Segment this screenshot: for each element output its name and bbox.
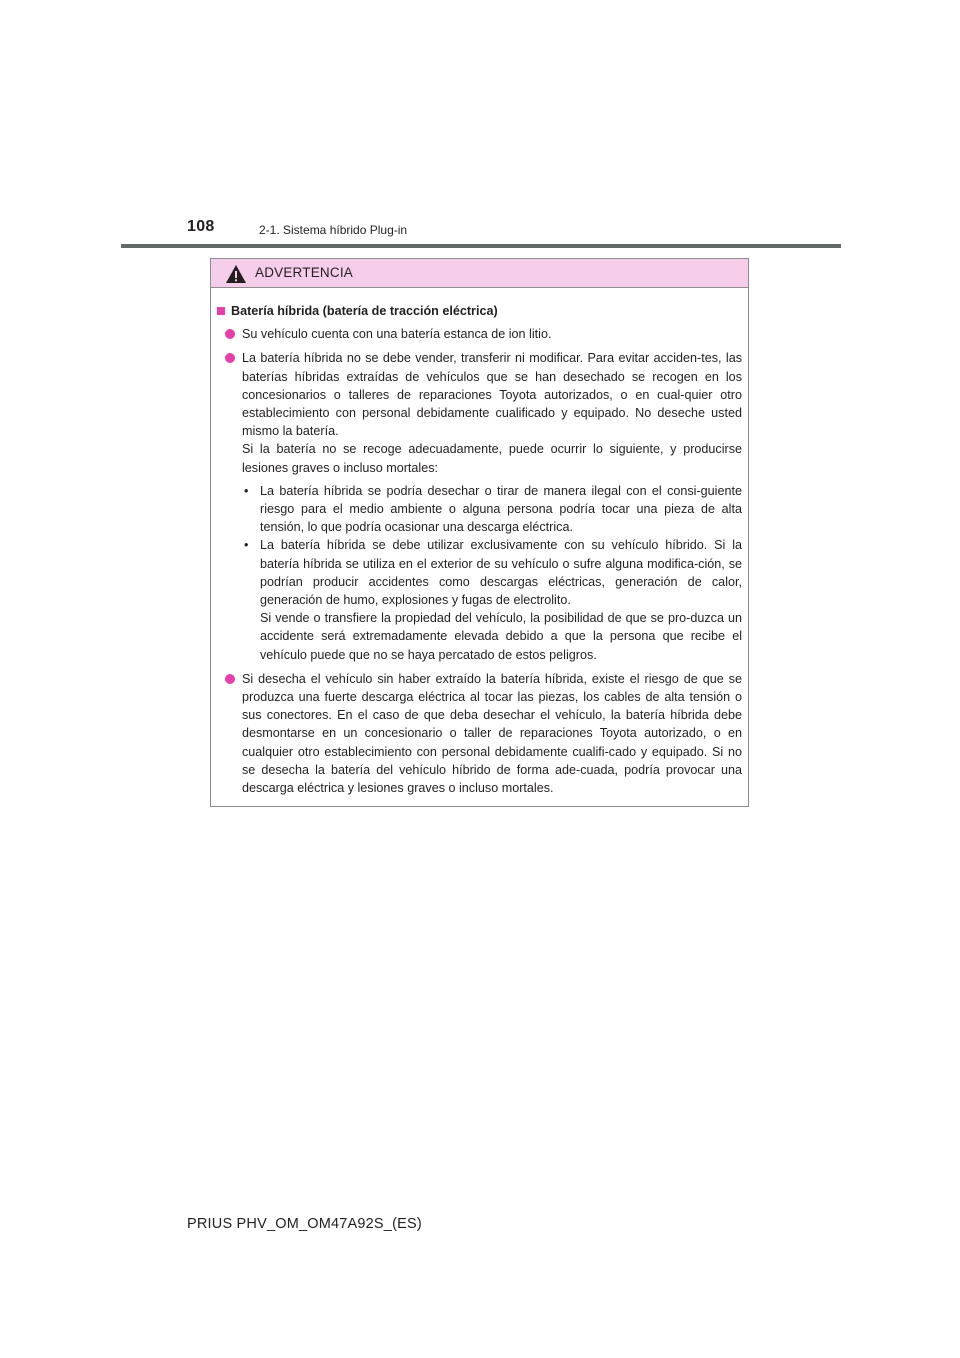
paragraph: Si vende o transfiere la propiedad del vehículo, la posibilidad de que se pro-duzca un accidente será extremadamente elevada debido a que la persona que recibe el vehículo puede que no se haya percatado de estos peligros. bbox=[260, 611, 742, 662]
paragraph: La batería híbrida se debe utilizar exclusivamente con su vehículo híbrido. Si la batería híbrida se utiliza en el exterior de su vehículo o sufre alguna modifica-ción, se podrían producir accidentes como descargas eléctricas, generación de calor, generación de humo, explosiones y fugas de electrolito. bbox=[260, 538, 742, 608]
header-divider bbox=[121, 244, 841, 248]
warning-heading bbox=[217, 302, 742, 320]
list-item-text: Si desecha el vehículo sin haber extraído la batería híbrida, existe el riesgo de que se produzca una fuerte descarga eléctrica al tocar las piezas, los cables de alta tensión o sus conectores. En el caso de que deba desechar el vehículo, la batería híbrida debe desmontarse en un concesionario o taller de reparaciones Toyota autorizado, o en cualquier otro establecimiento con personal debidamente cualifi-cado y equipado. Si no se desecha la batería del vehículo híbrido de forma ade-cuada, podría provocar una descarga eléctrica y lesiones graves o incluso mortales. bbox=[242, 671, 742, 796]
list-item bbox=[217, 325, 742, 343]
warning-box bbox=[210, 258, 749, 807]
paragraph: La batería híbrida no se debe vender, transferir ni modificar. Para evitar acciden-tes, las baterías híbridas extraídas de vehículos que se han desechado se recogen en los concesionarios o talleres de reparaciones Toyota autorizados, o en cual-quier otro establecimiento con personal debidamente cualificado y equipado. No deseche usted mismo la batería. bbox=[242, 351, 742, 439]
paragraph: Si la batería no se recoge adecuadamente, puede ocurrir lo siguiente, y producirse lesiones graves o incluso mortales: bbox=[242, 442, 742, 475]
sub-list-item-text bbox=[260, 536, 742, 663]
warning-triangle-icon bbox=[225, 264, 247, 284]
warning-title: ADVERTENCIA bbox=[255, 265, 353, 280]
sub-list-item bbox=[242, 536, 742, 663]
sub-list-item bbox=[242, 482, 742, 537]
list-item bbox=[217, 349, 742, 663]
list-item-text: Su vehículo cuenta con una batería estanca de ion litio. bbox=[242, 327, 552, 342]
small-bullet-icon: • bbox=[244, 483, 249, 498]
circle-bullet-icon bbox=[225, 353, 235, 363]
circle-bullet-icon bbox=[225, 329, 235, 339]
list-item-text bbox=[242, 349, 742, 663]
section-title: 2-1. Sistema híbrido Plug-in bbox=[259, 223, 408, 237]
circle-bullet-icon bbox=[225, 674, 235, 684]
list-item bbox=[217, 670, 742, 797]
small-bullet-icon: • bbox=[244, 538, 249, 553]
document-code: PRIUS PHV_OM_OM47A92S_(ES) bbox=[187, 1216, 422, 1232]
warning-header bbox=[211, 259, 748, 288]
sub-list-item-text: La batería híbrida se podría desechar o tirar de manera ilegal con el consi-guiente riesgo para el medio ambiente o alguna persona podría tocar una pieza de alta tensión, lo que podría ocasionar una descarga eléctrica. bbox=[260, 483, 742, 535]
warning-heading-text: Batería híbrida (batería de tracción eléctrica) bbox=[231, 304, 498, 318]
page-number: 108 bbox=[187, 218, 215, 235]
square-bullet-icon bbox=[217, 307, 225, 315]
warning-body bbox=[211, 288, 748, 797]
